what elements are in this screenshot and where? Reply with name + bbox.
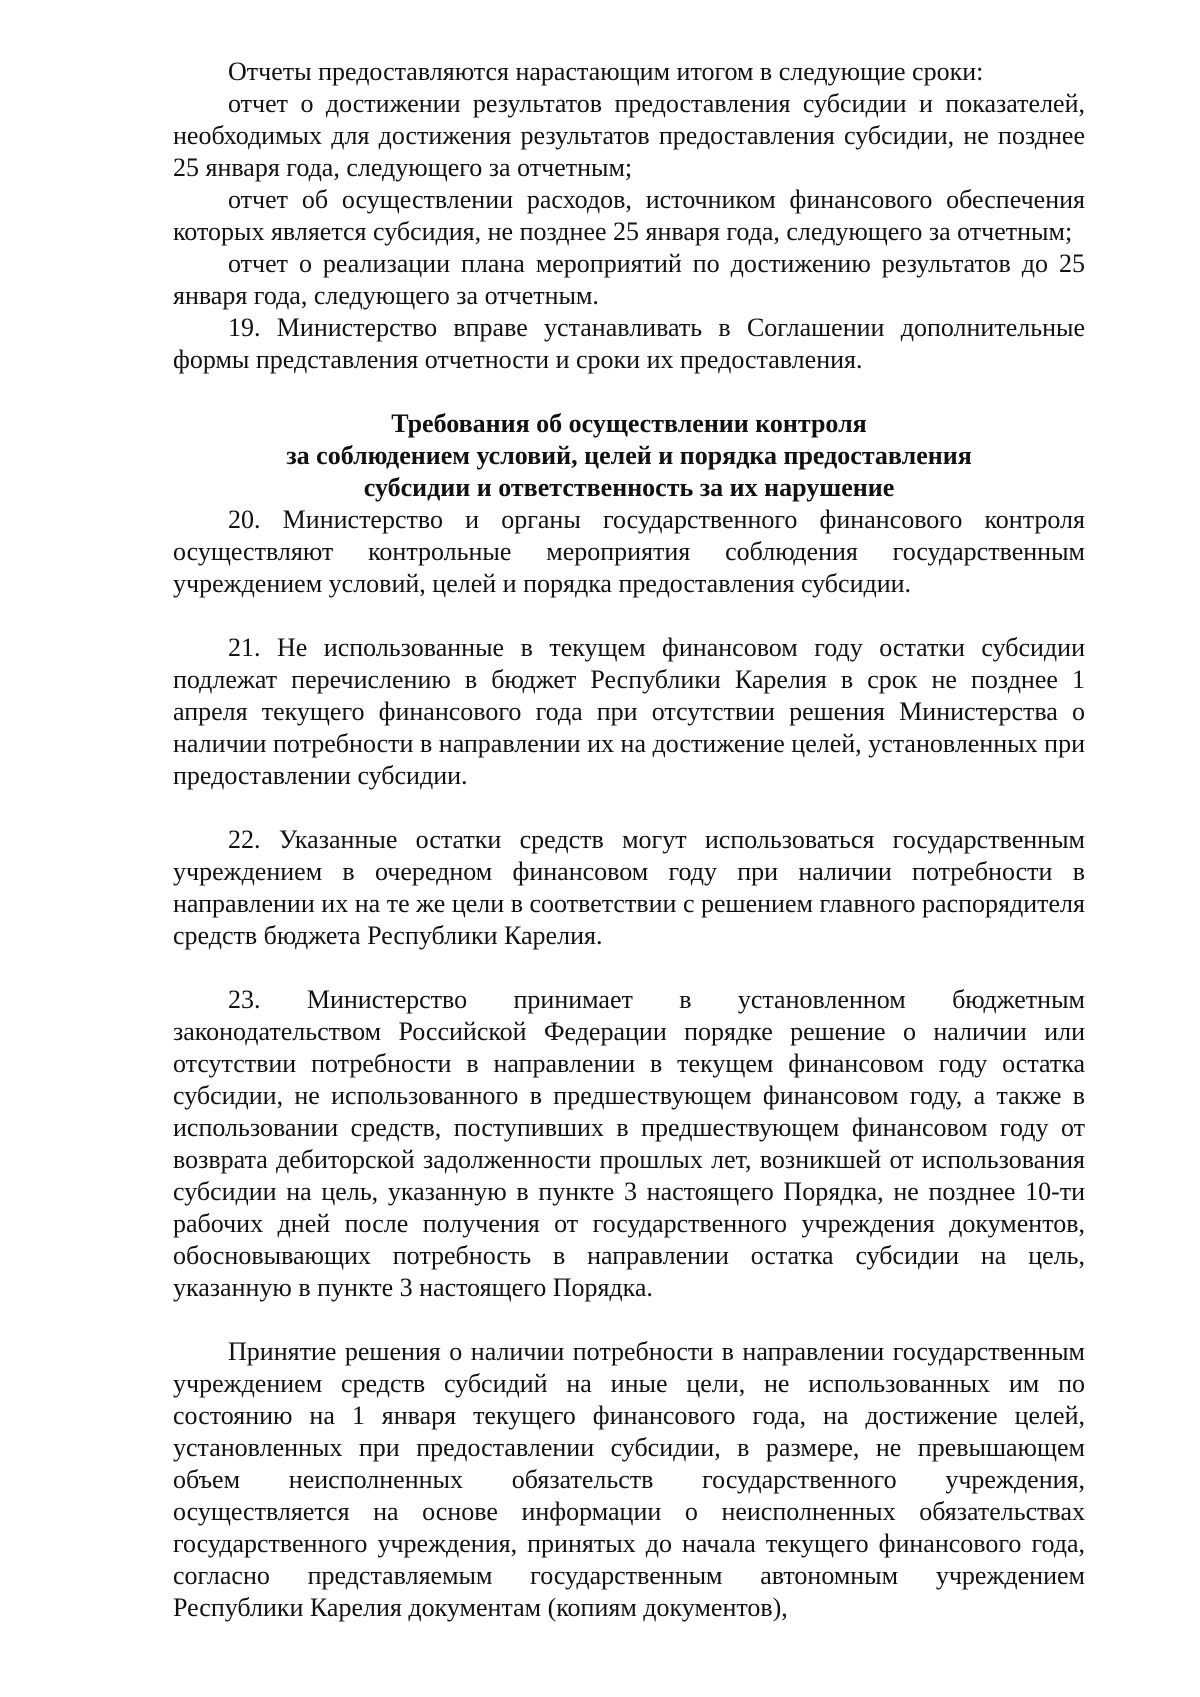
report-expenses-item: отчет об осуществлении расходов, источником финансового обеспечения которых является субсидия, не позднее 25 января года, следующего за отчетным; — [173, 185, 1085, 246]
paragraph-19: 19. Министерство вправе устанавливать в Соглашении дополнительные формы представления отчетности и сроки их предоставления. — [173, 313, 1085, 374]
section-heading-line-1: Требования об осуществлении контроля — [391, 409, 867, 438]
section-heading — [173, 408, 1085, 504]
paragraph-gap — [173, 792, 1085, 824]
paragraph-gap — [173, 952, 1085, 984]
report-plan-item: отчет о реализации плана мероприятий по достижению результатов до 25 января года, следующего за отчетным. — [173, 249, 1085, 310]
paragraph-20: 20. Министерство и органы государственного финансового контроля осуществляют контрольные мероприятия соблюдения государственным учреждением условий, целей и порядка предоставления субсидии. — [173, 505, 1085, 598]
paragraph-gap — [173, 1304, 1085, 1336]
paragraph-decision: Принятие решения о наличии потребности в направлении государственным учреждением средств субсидий на иные цели, не использованных им по состоянию на 1 января текущего финансового года, на достижение целей, установленных при предоставлении субсидии, в размере, не превышающем объем неисполненных обязательств государственного учреждения, осуществляется на основе информации о неисполненных обязательствах государственного учреждения, принятых до начала текущего финансового года, согласно представляемым государственным автономным учреждением Республики Карелия документам (копиям документов), — [173, 1337, 1085, 1622]
paragraph-22: 22. Указанные остатки средств могут использоваться государственным учреждением в очередном финансовом году при наличии потребности в направлении их на те же цели в соответствии с решением главного распорядителя средств бюджета Республики Карелия. — [173, 825, 1085, 950]
document-page — [173, 56, 1085, 1624]
paragraph-21: 21. Не использованные в текущем финансовом году остатки субсидии подлежат перечислению в бюджет Республики Карелия в срок не позднее 1 апреля текущего финансового года при отсутствии решения Министерства о наличии потребности в направлении их на достижение целей, установленных при предоставлении субсидии. — [173, 633, 1085, 790]
paragraph-23: 23. Министерство принимает в установленном бюджетным законодательством Российской Федерации порядке решение о наличии или отсутствии потребности в направлении в текущем финансовом году остатка субсидии, не использованного в предшествующем финансовом году, а также в использовании средств, поступивших в предшествующем финансовом году от возврата дебиторской задолженности прошлых лет, возникшей от использования субсидии на цель, указанную в пункте 3 настоящего Порядка, не позднее 10-ти рабочих дней после получения от государственного учреждения документов, обосновывающих потребность в направлении остатка субсидии на цель, указанную в пункте 3 настоящего Порядка. — [173, 985, 1085, 1302]
reports-intro: Отчеты предоставляются нарастающим итогом в следующие сроки: — [228, 57, 984, 86]
report-results-item: отчет о достижении результатов предоставления субсидии и показателей, необходимых для достижения результатов предоставления субсидии, не позднее 25 января года, следующего за отчетным; — [173, 89, 1085, 182]
section-heading-line-3: субсидии и ответственность за их нарушение — [363, 473, 895, 502]
section-gap — [173, 376, 1085, 408]
paragraph-gap — [173, 600, 1085, 632]
section-heading-line-2: за соблюдением условий, целей и порядка предоставления — [286, 441, 972, 470]
